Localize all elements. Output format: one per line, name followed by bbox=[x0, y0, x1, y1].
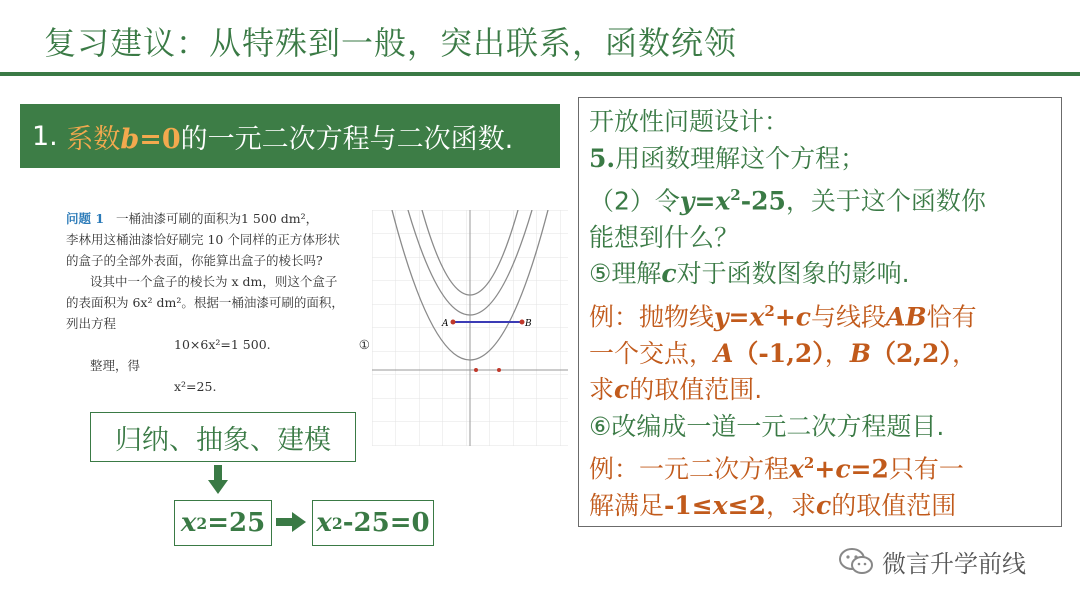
panel-line: 5.用函数理解这个方程； bbox=[589, 143, 866, 173]
panel-line: ⑥改编成一道一元二次方程题目. bbox=[589, 411, 945, 441]
textbook-result: x²=25. bbox=[174, 379, 217, 394]
panel-line: 求c的取值范围. bbox=[589, 375, 763, 405]
title-divider bbox=[0, 72, 1080, 76]
textbook-excerpt bbox=[66, 208, 370, 397]
section-banner bbox=[20, 104, 560, 168]
parabola-graph bbox=[372, 210, 568, 446]
arrow-right-icon bbox=[276, 512, 306, 532]
panel-line: 例：一元二次方程$x^2+c=2$只有一 bbox=[589, 454, 964, 484]
textbook-line: 设其中一个盒子的棱长为 x dm，则这个盒子 bbox=[90, 274, 338, 289]
point-b bbox=[520, 320, 525, 325]
label-b: B bbox=[525, 319, 532, 329]
root-point bbox=[497, 368, 501, 372]
question-label: 问题 1 bbox=[66, 211, 105, 226]
arrow-down-icon bbox=[206, 465, 230, 495]
panel-line: （2）令$y=x^2-25$，关于这个函数你 bbox=[589, 186, 986, 216]
banner-prefix: 1. bbox=[32, 120, 67, 152]
textbook-line: 的表面积为 6x² dm²。根据一桶油漆可刷的面积， bbox=[66, 295, 344, 310]
textbook-line: 的盒子的全部外表面，你能算出盒子的棱长吗? bbox=[66, 253, 323, 268]
equation-mark: ① bbox=[358, 337, 370, 352]
textbook-line: 一桶油漆可刷的面积为1 500 dm²， bbox=[115, 211, 319, 226]
modeling-box: 归纳、抽象、建模 bbox=[90, 412, 356, 462]
watermark-text: 微言升学前线 bbox=[882, 550, 1026, 578]
panel-line: 一个交点，A（-1,2），B（2,2）， bbox=[589, 338, 977, 368]
root-point bbox=[474, 368, 478, 372]
textbook-organize: 整理，得 bbox=[90, 358, 141, 373]
point-a bbox=[451, 320, 456, 325]
equation-box-standard: x 2 -25=0 bbox=[312, 500, 434, 546]
banner-rest: 的一元二次方程与二次函数. bbox=[180, 123, 514, 155]
open-question-panel bbox=[578, 97, 1062, 527]
textbook-line: 列出方程 bbox=[66, 316, 117, 331]
textbook-equation: 10×6x²=1 500. bbox=[174, 337, 271, 352]
panel-line: 例：抛物线$y=x^2+c$与线段AB恰有 bbox=[589, 301, 977, 332]
equation-box-simple: x 2 =25 bbox=[174, 500, 272, 546]
panel-line: 开放性问题设计： bbox=[589, 107, 790, 136]
watermark bbox=[838, 544, 1026, 579]
banner-highlight: 系数b=0 bbox=[66, 123, 181, 155]
textbook-line: 李林用这桶油漆恰好刷完 10 个同样的正方体形状 bbox=[66, 232, 340, 247]
label-a: A bbox=[442, 319, 449, 329]
page-title: 复习建议：从特殊到一般，突出联系，函数统领 bbox=[44, 24, 738, 62]
panel-line: ⑤理解c对于函数图象的影响. bbox=[589, 259, 910, 289]
panel-line: 能想到什么？ bbox=[589, 222, 740, 252]
wechat-icon bbox=[838, 547, 874, 577]
panel-line: 解满足-1≤x≤2，求c的取值范围 bbox=[589, 490, 957, 520]
